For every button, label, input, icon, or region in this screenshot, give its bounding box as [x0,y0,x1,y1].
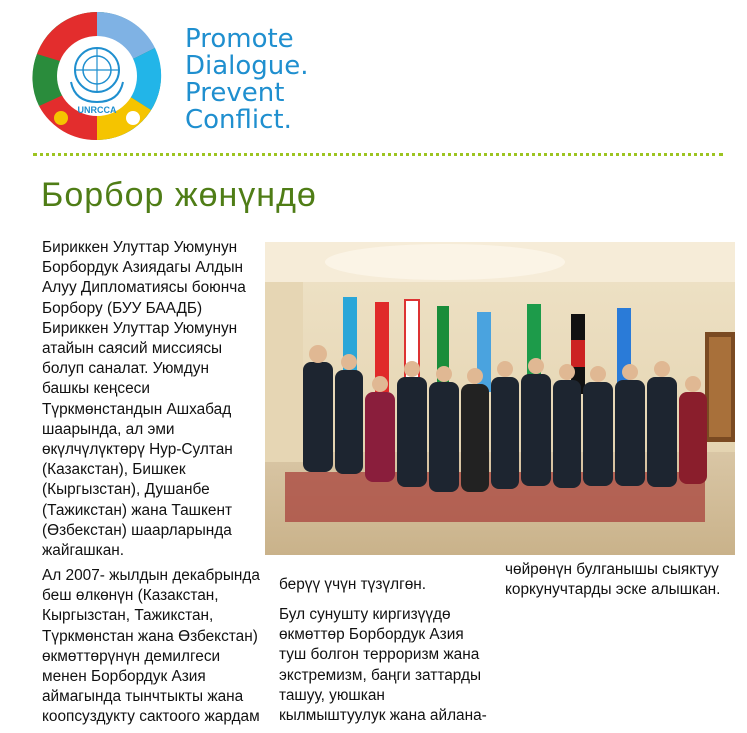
text-line: кылмыштуулук жана айлана- [279,707,487,725]
text-line: өкмөттөрүнүн демилгеси [42,647,221,665]
text-line: өкмөттөр Борбордук Азия [279,626,464,644]
text-line: (Тажикстан) жана Ташкент [42,501,233,519]
text-line: Түркмөнстандын Ашхабад [42,400,232,418]
tagline-line: Prevent [185,78,285,108]
text-line: (Кыргызстан), Душанбе [42,481,210,499]
text-line: беш өлкөнүн (Казакстан, [42,587,219,605]
text-line: ташуу, уюшкан [279,686,385,704]
about-paragraph-5 [505,560,720,600]
text-line: башкы кеңсеси [42,380,150,398]
text-line: коопсуздукту сактоого жардам [42,708,260,726]
text-line: Түркмөнстан жана Өзбекстан) [42,627,258,645]
text-line: Борбору (БУУ БААДБ) [42,299,203,317]
text-line: шаарында, ал эми [42,420,175,438]
svg-text:UNRCCA: UNRCCA [77,105,117,115]
dotted-divider [33,153,723,156]
text-line: экстремизм, баңги заттарды [279,666,482,684]
text-line: жайгашкан. [42,542,125,560]
tagline-line: Conflict. [185,105,292,135]
text-line: коркунучтарды эске алышкан. [505,581,721,599]
tagline-line: Promote [185,24,294,54]
unrcca-logo [31,10,163,142]
text-line: Бириккен Улуттар Уюмунун [42,319,238,337]
text-line: аймагында тынчтыкты жана [42,688,244,706]
tagline [185,26,309,134]
text-line: Борбордук Азиядагы Алдын [42,259,244,277]
text-line: (Казакстан), Бишкек [42,461,186,479]
text-line: өкүлчүлүктөрү Нур-Султан [42,441,233,459]
tagline-line: Dialogue. [185,51,309,81]
text-line: Кыргызстан, Тажикстан, [42,607,214,625]
group-photo [265,242,735,555]
text-line: (Өзбекстан) шаарларында [42,521,232,539]
text-line: менен Борбордук Азия [42,668,206,686]
section-title: Борбор жөнүндө [41,176,317,214]
text-line: туш болгон терроризм жана [279,646,480,664]
text-line: Бул сунушту киргизүүдө [279,606,451,623]
about-paragraph-4 [279,605,487,726]
about-paragraph-2 [42,566,260,728]
about-paragraph-3 [279,575,426,595]
text-line: атайын саясий миссиясы [42,340,223,358]
text-line: Бириккен Улуттар Уюмунун [42,239,238,256]
text-line: Алуу Дипломатиясы боюнча [42,279,246,297]
text-line: чөйрөнүн булганышы сыяктуу [505,561,719,578]
text-line: берүү үчүн түзүлгөн. [279,576,427,593]
about-paragraph-1 [42,238,246,561]
text-line: болуп саналат. Уюмдун [42,360,209,378]
text-line: Ал 2007- жылдын декабрында [42,567,260,584]
